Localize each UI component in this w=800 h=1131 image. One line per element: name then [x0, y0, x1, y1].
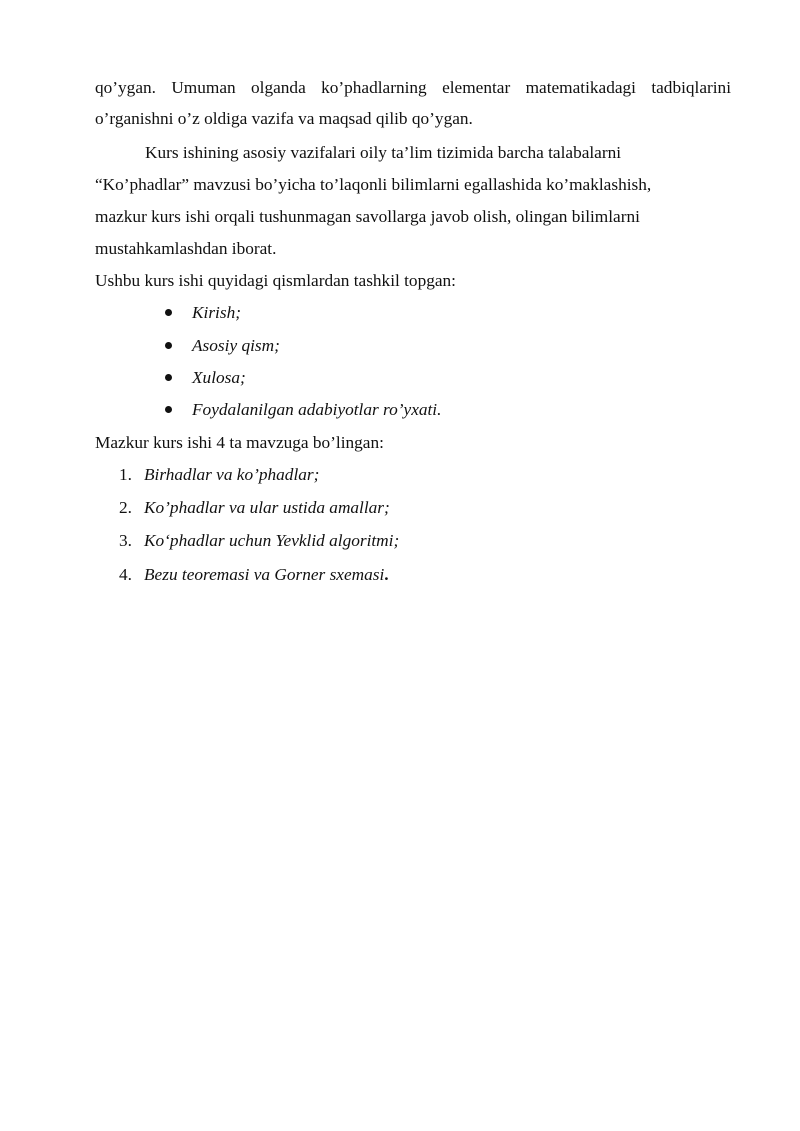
list-item-text: Ko’phadlar va ular ustida amallar; — [144, 498, 390, 517]
list-item — [165, 399, 441, 421]
list-item-text: Xulosa; — [192, 368, 246, 387]
list-item-end-mark: . — [384, 565, 389, 584]
list-item — [119, 530, 399, 552]
list-item-text: Kirish; — [192, 303, 241, 322]
bullet-icon — [165, 374, 172, 381]
paragraph1-line2: o’rganishni o’z oldiga vazifa va maqsad qilib qo’ygan. — [95, 109, 473, 128]
bullet-icon — [165, 342, 172, 349]
list-item-number: 4. — [119, 565, 132, 584]
list-item — [165, 335, 280, 357]
list-item — [119, 464, 319, 486]
paragraph2-line2: “Ko’phadlar” mavzusi bo’yicha to’laqonli bilimlarni egallashida ko’maklashish, — [95, 175, 652, 194]
list-item — [165, 367, 246, 389]
list-item — [119, 564, 389, 586]
list-item — [165, 302, 241, 324]
list-item-number: 3. — [119, 531, 132, 550]
bullet-icon — [165, 309, 172, 316]
paragraph1-line1: qo’ygan. Umuman olganda ko’phadlarning elementar matematikadagi tadbiqlarini — [95, 78, 731, 97]
paragraph2-line1: Kurs ishining asosiy vazifalari oily ta’lim tizimida barcha talabalarni — [145, 143, 622, 162]
parts-intro: Ushbu kurs ishi quyidagi qismlardan tashkil topgan: — [95, 271, 456, 290]
bullet-icon — [165, 406, 172, 413]
list-item-text: Birhadlar va ko’phadlar; — [144, 465, 320, 484]
list-item-text: Foydalanilgan adabiyotlar ro’yxati. — [192, 400, 442, 419]
list-item-text: Asosiy qism; — [192, 336, 280, 355]
list-item-text: Bezu teoremasi va Gorner sxemasi — [144, 565, 385, 584]
paragraph2-line4: mustahkamlashdan iborat. — [95, 239, 277, 258]
list-item-number: 1. — [119, 465, 132, 484]
topics-intro: Mazkur kurs ishi 4 ta mavzuga bo’lingan: — [95, 433, 384, 452]
list-item — [119, 497, 390, 519]
list-item-text: Ko‘phadlar uchun Yevklid algoritmi; — [144, 531, 400, 550]
paragraph2-line3: mazkur kurs ishi orqali tushunmagan savollarga javob olish, olingan bilimlarni — [95, 207, 640, 226]
list-item-number: 2. — [119, 498, 132, 517]
